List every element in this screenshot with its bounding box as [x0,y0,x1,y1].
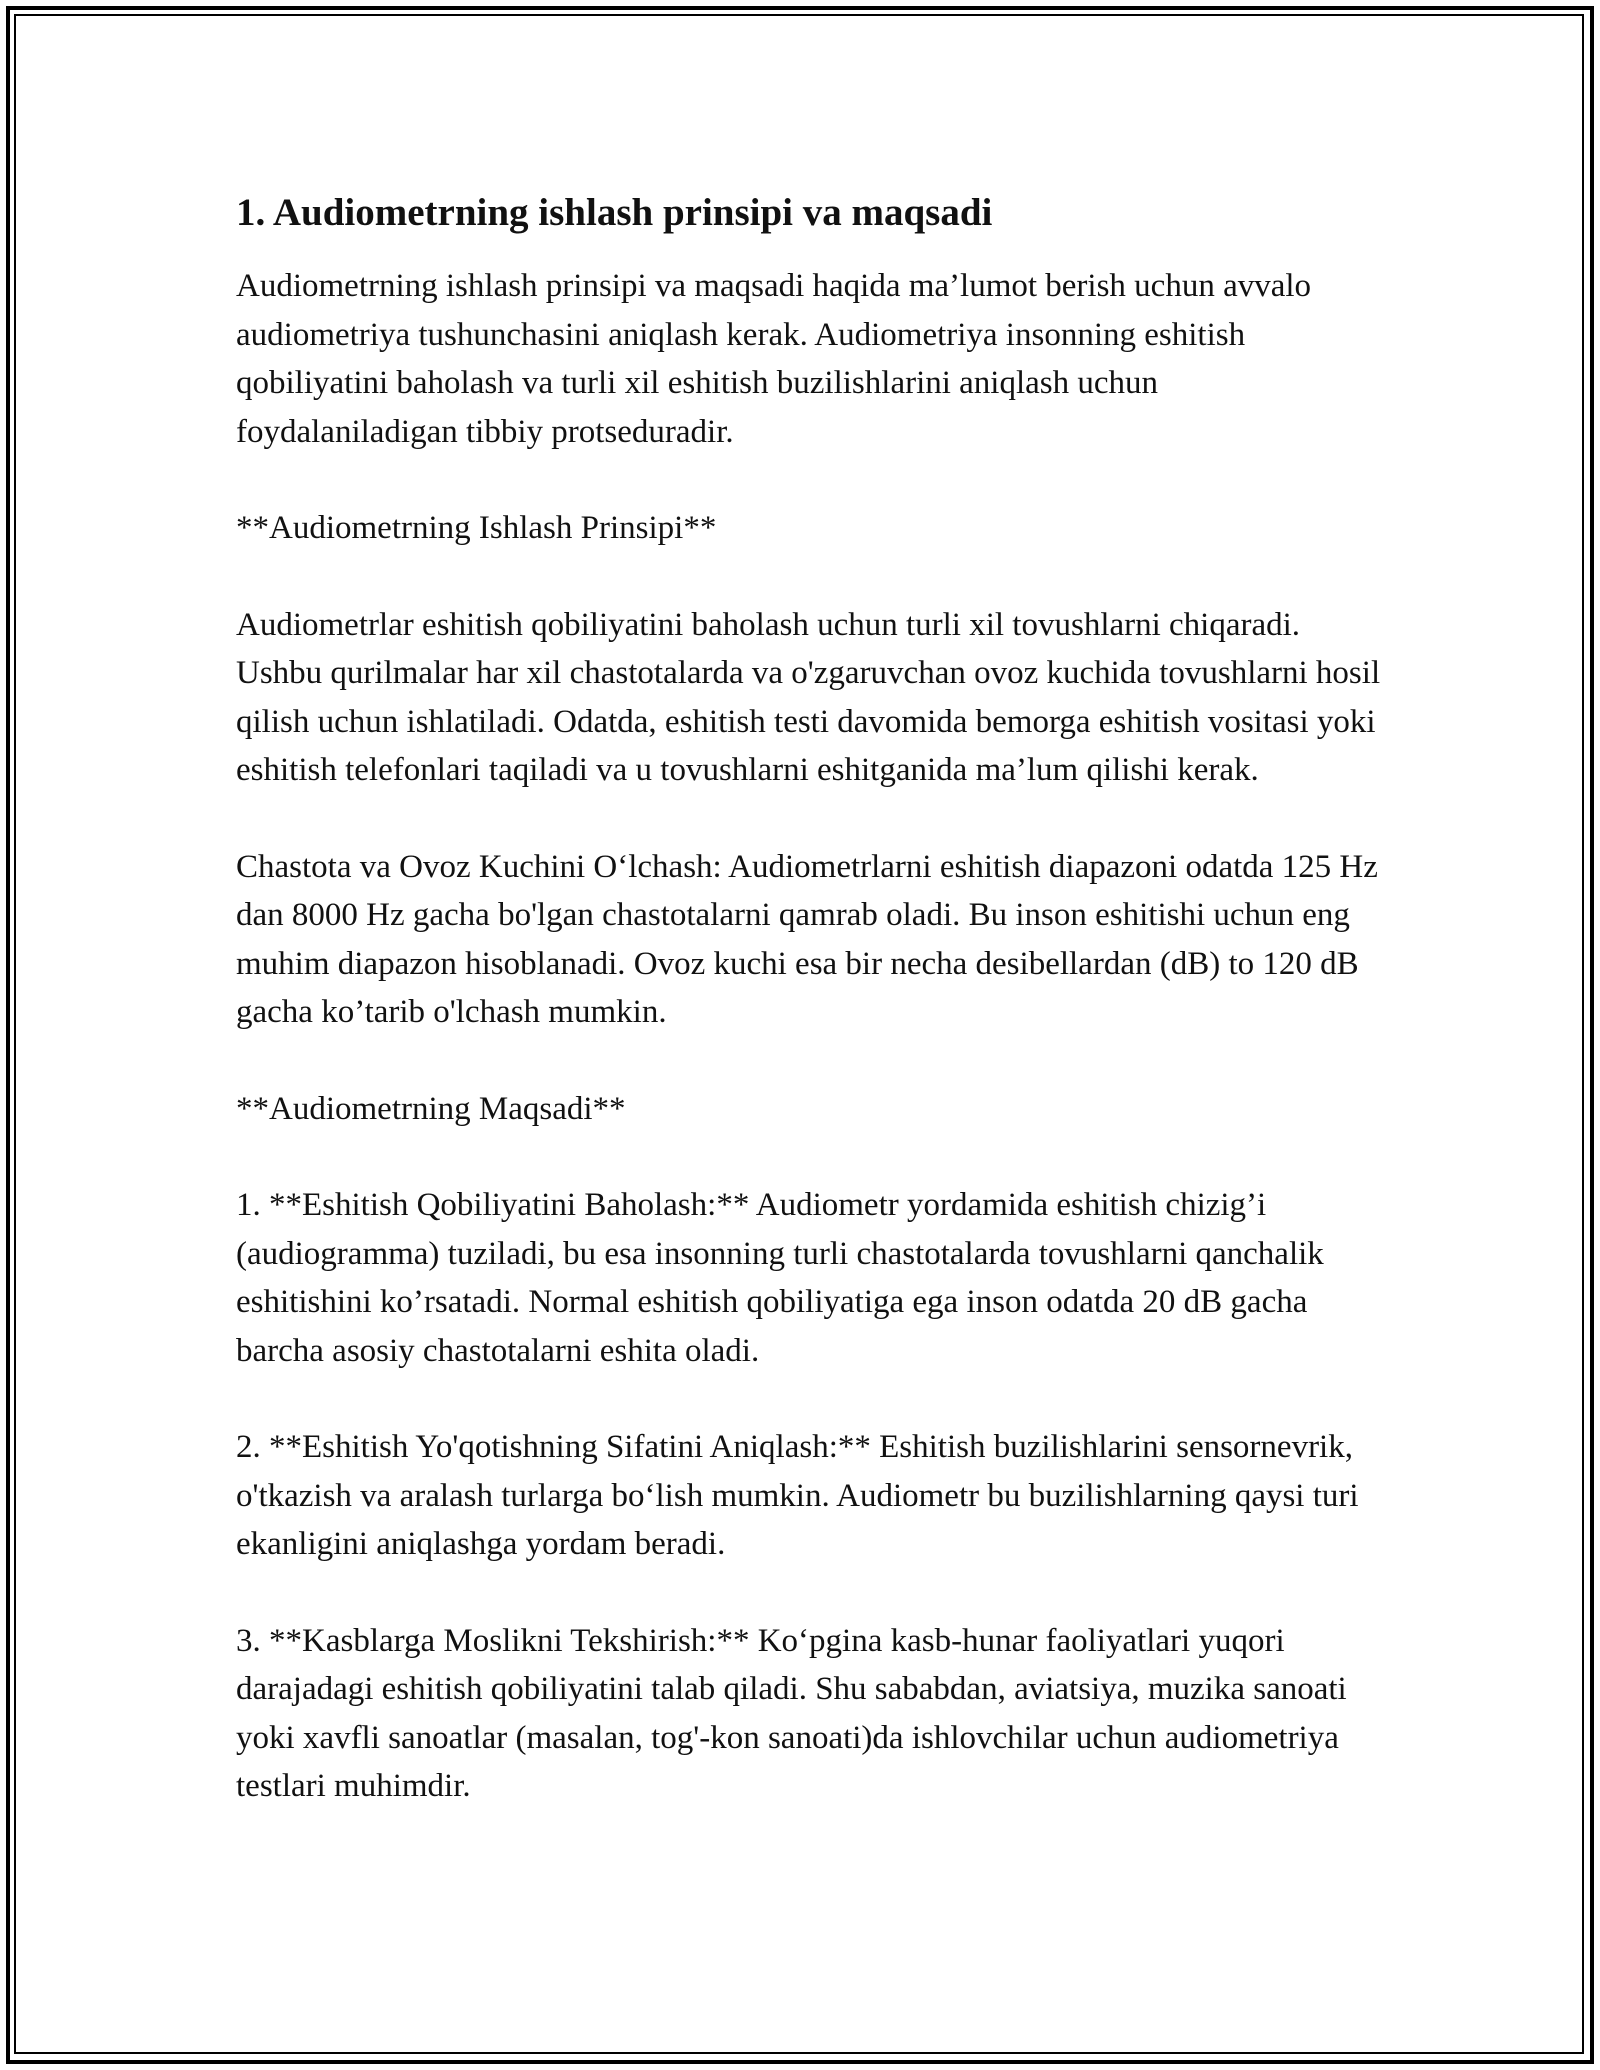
document-title: 1. Audiometrning ishlash prinsipi va maqsadi [236,191,993,234]
document-body [236,188,1386,1859]
paragraph-intro: Audiometrning ishlash prinsipi va maqsadi haqida ma’lumot berish uchun avvalo audiometriya tushunchasini aniqlash kerak. Audiometriya insonning eshitish qobiliyatini baholash va turli xil eshitish buzilishlarini aniqlash uchun foydalaniladigan tibbiy protseduradir. [236,268,1312,450]
paragraph-working-principle-heading: **Audiometrning Ishlash Prinsipi** [236,510,717,546]
paragraph-purpose-item-1: 1. **Eshitish Qobiliyatini Baholash:** Audiometr yordamida eshitish chizig’i (audiogramma) tuziladi, bu esa insonning turli chastotalarda tovushlarni qanchalik eshitishini ko’rsatadi. Normal eshitish qobiliyatiga ega inson odatda 20 dB gacha barcha asosiy chastotalarni eshita oladi. [236,1187,1324,1369]
paragraph-purpose-item-3: 3. **Kasblarga Moslikni Tekshirish:** Ko‘pgina kasb-hunar faoliyatlari yuqori darajadagi eshitish qobiliyatini talab qiladi. Shu sababdan, aviatsiya, muzika sanoati yoki xavfli sanoatlar (masalan, tog'-kon sanoati)da ishlovchilar uchun audiometriya testlari muhimdir. [236,1622,1347,1804]
paragraph-working-principle: Audiometrlar eshitish qobiliyatini baholash uchun turli xil tovushlarni chiqaradi. Ushbu qurilmalar har xil chastotalarda va o'zgaruvchan ovoz kuchida tovushlarni hosil qilish uchun ishlatiladi. Odatda, eshitish testi davomida bemorga eshitish vositasi yoki eshitish telefonlari taqiladi va u tovushlarni eshitganida ma’lum qilishi kerak. [236,606,1381,788]
paragraph-purpose-heading: **Audiometrning Maqsadi** [236,1090,626,1127]
paragraph-frequency-volume: Chastota va Ovoz Kuchini O‘lchash: Audiometrlarni eshitish diapazoni odatda 125 Hz dan 8000 Hz gacha bo'lgan chastotalarni qamrab oladi. Bu inson eshitishi uchun eng muhim diapazon hisoblanadi. Ovoz kuchi esa bir necha desibellardan (dB) to 120 dB gacha ko’tarib o'lchash mumkin. [236,848,1378,1030]
paragraph-purpose-item-2: 2. **Eshitish Yo'qotishning Sifatini Aniqlash:** Eshitish buzilishlarini sensornevrik, o'tkazish va aralash turlarga bo‘lish mumkin. Audiometr bu buzilishlarning qaysi turi ekanligini aniqlashga yordam beradi. [236,1429,1359,1562]
